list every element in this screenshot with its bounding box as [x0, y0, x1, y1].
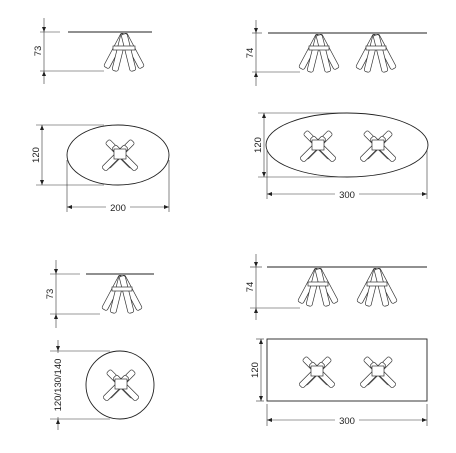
crossed-legs [104, 33, 145, 72]
width-label: 300 [339, 416, 355, 427]
round-top-view [50, 340, 154, 430]
crossed-legs-left [298, 268, 339, 307]
rect-top-view [250, 339, 427, 427]
height-label: 73 [45, 288, 56, 300]
rect-table-top [267, 339, 427, 401]
leg-joint [113, 46, 135, 50]
crossed-legs [102, 275, 143, 314]
height-label: 74 [245, 281, 256, 293]
crossed-legs-top [103, 369, 140, 401]
round-side-view [45, 260, 154, 328]
oval-large-side-view [245, 20, 427, 86]
oval-table-top [266, 113, 428, 177]
height-label: 74 [245, 47, 256, 59]
crossed-legs-right [356, 34, 397, 73]
crossed-legs-top-left [299, 356, 336, 388]
height-label: 73 [33, 45, 44, 57]
oval-large-top-view [253, 113, 428, 201]
depth-label: 120 [253, 137, 264, 153]
crossed-legs-left [299, 34, 340, 73]
width-label: 200 [110, 203, 126, 214]
crossed-legs-top-left [300, 130, 337, 162]
crossed-legs-top-right [360, 356, 397, 388]
oval-small-side-view [33, 18, 152, 84]
crossed-legs-right [357, 268, 398, 307]
rect-side-view [245, 254, 427, 320]
width-label: 300 [339, 190, 355, 201]
crossed-legs-top [102, 139, 139, 171]
oval-small-top-view [31, 125, 169, 214]
diameter-label: 120/130/140 [53, 358, 64, 412]
depth-label: 120 [250, 362, 261, 378]
crossed-legs-top-right [360, 130, 397, 162]
depth-label: 120 [31, 147, 42, 163]
